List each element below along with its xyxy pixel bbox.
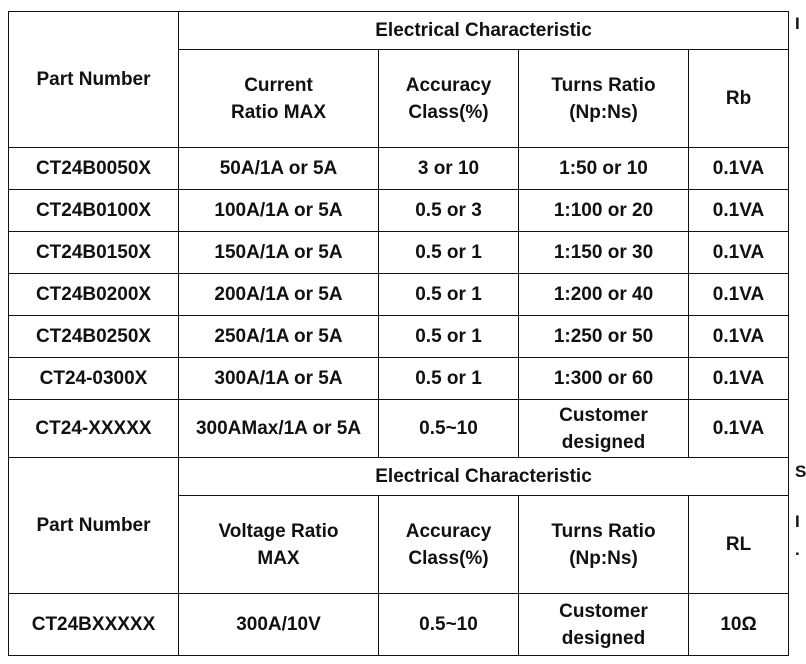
edge-text-fragment: I (795, 14, 800, 33)
turns-cell: 1:50 or 10 (519, 148, 689, 190)
accuracy-cell: 0.5 or 1 (379, 316, 519, 358)
ratio-cell: 150A/1A or 5A (179, 232, 379, 274)
part-number-cell: CT24B0050X (9, 148, 179, 190)
section1-group-row (9, 12, 789, 50)
burden-cell: 0.1VA (689, 400, 789, 458)
turns-cell: 1:300 or 60 (519, 358, 689, 400)
accuracy-cell: 0.5~10 (379, 594, 519, 656)
rb-header: Rb (689, 50, 789, 148)
turns-cell: 1:100 or 20 (519, 190, 689, 232)
burden-cell: 0.1VA (689, 358, 789, 400)
turns-ratio-header-text: Turns Ratio (Np:Ns) (551, 74, 656, 123)
spec-table (8, 11, 789, 656)
edge-text-fragment: . (795, 540, 800, 559)
turns-cell (519, 400, 689, 458)
part-number-cell: CT24B0150X (9, 232, 179, 274)
table-row (9, 232, 789, 274)
burden-cell: 0.1VA (689, 274, 789, 316)
section2-part-number-header: Part Number (9, 458, 179, 594)
accuracy-cell: 0.5~10 (379, 400, 519, 458)
load-cell: 10Ω (689, 594, 789, 656)
ratio-cell: 300A/10V (179, 594, 379, 656)
current-ratio-header-text: Current Ratio MAX (231, 74, 326, 123)
turns-cell: 1:250 or 50 (519, 316, 689, 358)
table-row (9, 190, 789, 232)
part-number-cell: CT24-XXXXX (9, 400, 179, 458)
section1-group-header: Electrical Characteristic (179, 12, 789, 50)
ratio-cell: 50A/1A or 5A (179, 148, 379, 190)
section2-group-header: Electrical Characteristic (179, 458, 789, 496)
section1-part-number-header: Part Number (9, 12, 179, 148)
part-number-cell: CT24BXXXXX (9, 594, 179, 656)
table-row (9, 358, 789, 400)
table-row (9, 400, 789, 458)
turns-cell (519, 594, 689, 656)
section2-group-row (9, 458, 789, 496)
turns-cell: 1:150 or 30 (519, 232, 689, 274)
table-row (9, 594, 789, 656)
part-number-cell: CT24B0200X (9, 274, 179, 316)
accuracy-cell: 0.5 or 1 (379, 358, 519, 400)
turns-ratio-header (519, 50, 689, 148)
burden-cell: 0.1VA (689, 190, 789, 232)
part-number-cell: CT24B0250X (9, 316, 179, 358)
burden-cell: 0.1VA (689, 316, 789, 358)
table-row (9, 148, 789, 190)
accuracy-header (379, 496, 519, 594)
ratio-cell: 300A/1A or 5A (179, 358, 379, 400)
rl-header: RL (689, 496, 789, 594)
edge-text-fragment: I (795, 512, 800, 531)
current-ratio-header (179, 50, 379, 148)
burden-cell: 0.1VA (689, 232, 789, 274)
turns-ratio-header-text: Turns Ratio (Np:Ns) (551, 520, 656, 569)
ratio-cell: 250A/1A or 5A (179, 316, 379, 358)
accuracy-cell: 0.5 or 1 (379, 232, 519, 274)
turns-cell-text: Customer designed (559, 404, 648, 453)
edge-text-fragment: S (795, 462, 806, 481)
accuracy-cell: 3 or 10 (379, 148, 519, 190)
voltage-ratio-header (179, 496, 379, 594)
part-number-cell: CT24-0300X (9, 358, 179, 400)
table-row (9, 316, 789, 358)
turns-cell-text: Customer designed (559, 600, 648, 649)
accuracy-header-text: Accuracy Class(%) (405, 520, 492, 569)
turns-cell: 1:200 or 40 (519, 274, 689, 316)
accuracy-header (379, 50, 519, 148)
voltage-ratio-header-text: Voltage Ratio MAX (218, 520, 339, 569)
accuracy-cell: 0.5 or 1 (379, 274, 519, 316)
accuracy-cell: 0.5 or 3 (379, 190, 519, 232)
ratio-cell: 100A/1A or 5A (179, 190, 379, 232)
turns-ratio-header (519, 496, 689, 594)
ratio-cell: 200A/1A or 5A (179, 274, 379, 316)
accuracy-header-text: Accuracy Class(%) (405, 74, 492, 123)
part-number-cell: CT24B0100X (9, 190, 179, 232)
burden-cell: 0.1VA (689, 148, 789, 190)
ratio-cell: 300AMax/1A or 5A (179, 400, 379, 458)
table-row (9, 274, 789, 316)
